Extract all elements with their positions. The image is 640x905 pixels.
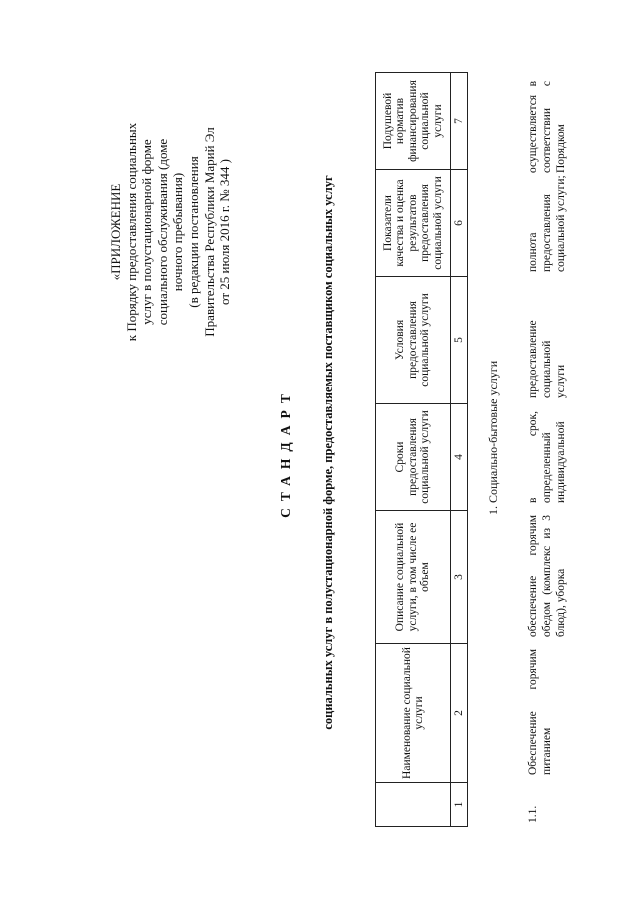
table-number-row — [451, 73, 468, 827]
column-number: 6 — [451, 170, 468, 277]
row-norm: осуществляется в соответствии с Порядком — [527, 81, 567, 173]
appendix-line: от 25 июля 2016 г. № 344 ) — [217, 159, 233, 305]
column-number: 4 — [451, 404, 468, 511]
document-title: СТАНДАРТ — [278, 387, 293, 518]
column-number: 5 — [451, 277, 468, 404]
row-conditions: предоставление социальной услуги — [527, 320, 567, 398]
appendix-line: услуг в полустационарной форме — [139, 139, 155, 325]
header-cell-term: Сроки предоставления социальной услуги — [376, 404, 451, 511]
appendix-line: ночного пребывания) — [170, 172, 186, 292]
header-cell-description: Описание социальной услуги, в том числе ее объем — [376, 511, 451, 644]
header-cell-name: Наименование социальной услуги — [376, 644, 451, 783]
header-cell-quality: Показатели качества и оценка результатов предоставления социальной услуги — [376, 170, 451, 277]
row-term: в срок, определенный индивидуальной — [527, 411, 567, 503]
header-cell-norm: Подушевой норматив финансирования социальной услуги — [376, 73, 451, 170]
section-title: 1. Социально-бытовые услуги — [486, 360, 500, 515]
header-cell-index — [376, 783, 451, 827]
appendix-line: «ПРИЛОЖЕНИЕ — [108, 183, 123, 281]
table-header-row — [376, 73, 451, 827]
row-quality: полнота предоставления социальной услуги; — [527, 175, 567, 272]
appendix-block — [108, 82, 233, 382]
standard-table — [375, 72, 468, 827]
document-subtitle: социальных услуг в полустационарной форме, предоставляемых поставщиком социальных услуг — [321, 175, 335, 730]
column-number: 7 — [451, 73, 468, 170]
row-service-name: Обеспечение горячим питанием — [527, 649, 553, 775]
appendix-line: (в редакции постановления — [185, 156, 201, 308]
column-number: 3 — [451, 511, 468, 644]
appendix-line: к Порядку предоставления социальных — [123, 122, 139, 342]
column-number: 2 — [451, 644, 468, 783]
appendix-line: Правительства Республики Марий Эл — [201, 127, 217, 337]
row-description: обеспечение горячим обедом (комплекс из 3 блюд), уборка — [527, 515, 567, 637]
column-number: 1 — [451, 783, 468, 827]
row-number: 1.1. — [527, 805, 539, 823]
header-cell-conditions: Условия предоставления социальной услуги — [376, 277, 451, 404]
appendix-line: социального обслуживания (доме — [154, 138, 170, 326]
